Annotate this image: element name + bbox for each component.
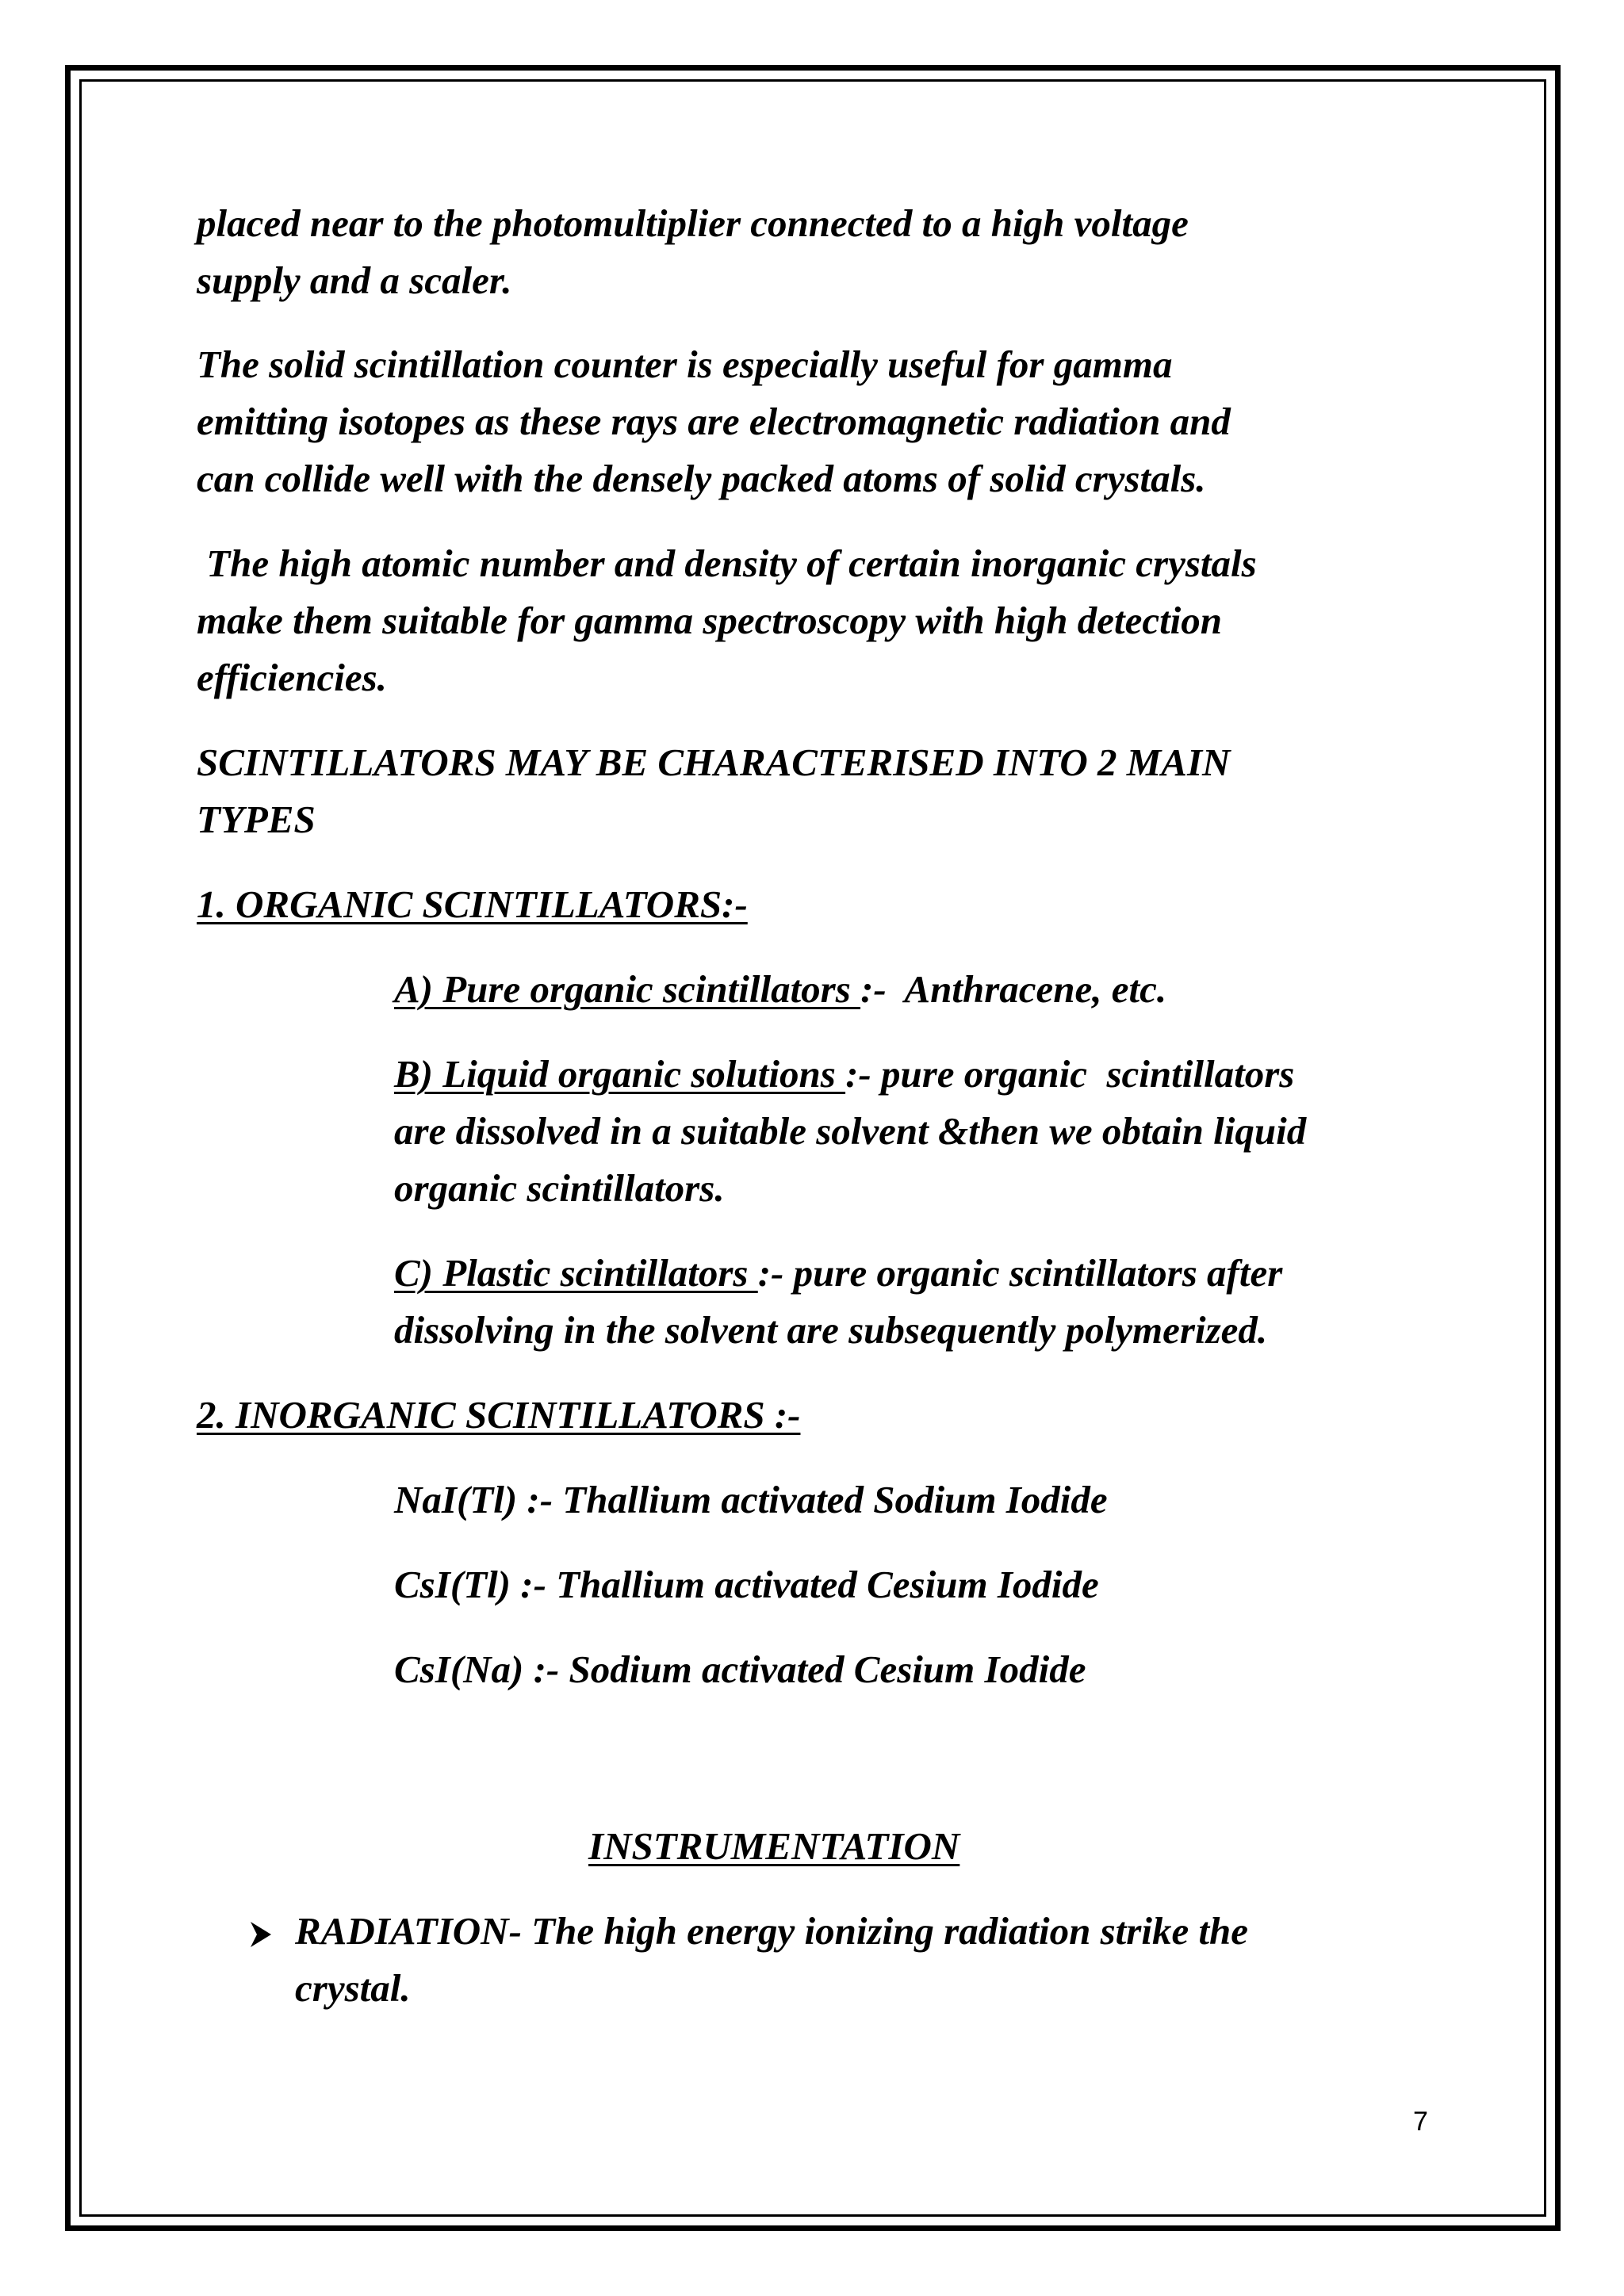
paragraph-line: The high atomic number and density of certain inorganic crystals	[197, 541, 1257, 585]
organic-item-c	[394, 1245, 1282, 1302]
paragraph-line: efficiencies.	[197, 656, 387, 699]
paragraph-line: placed near to the photomultiplier connected to a high voltage	[197, 201, 1189, 245]
paragraph-line: The solid scintillation counter is especially useful for gamma	[197, 342, 1173, 386]
organic-item-c-text: :- pure organic scintillators after	[757, 1251, 1283, 1295]
paragraph-line: supply and a scaler.	[197, 258, 512, 302]
organic-item-a	[394, 961, 1166, 1018]
organic-item-b	[394, 1046, 1294, 1103]
types-heading: TYPES	[197, 798, 316, 841]
organic-item-b-text: :- pure organic scintillators	[845, 1052, 1295, 1096]
organic-item-c-label: C) Plastic scintillators	[394, 1251, 758, 1295]
organic-item-b-label: B) Liquid organic solutions	[394, 1052, 846, 1096]
organic-heading: 1. ORGANIC SCINTILLATORS:-	[197, 882, 748, 926]
bullet-text: crystal.	[295, 1966, 411, 2010]
organic-item-b-text: organic scintillators.	[394, 1166, 725, 1210]
paragraph-line: make them suitable for gamma spectroscopy with high detection	[197, 599, 1223, 642]
organic-item-c-text: dissolving in the solvent are subsequently polymerized.	[394, 1308, 1268, 1352]
instrumentation-heading: INSTRUMENTATION	[588, 1824, 960, 1868]
types-heading: SCINTILLATORS MAY BE CHARACTERISED INTO 2 MAIN	[197, 740, 1231, 784]
inorganic-heading: 2. INORGANIC SCINTILLATORS :-	[197, 1393, 801, 1437]
inorganic-item: CsI(Na) :- Sodium activated Cesium Iodide	[394, 1647, 1086, 1691]
paragraph-line: emitting isotopes as these rays are electromagnetic radiation and	[197, 400, 1231, 443]
organic-item-a-label: A) Pure organic scintillators	[394, 967, 861, 1011]
inorganic-item: NaI(Tl) :- Thallium activated Sodium Iodide	[394, 1478, 1108, 1521]
organic-item-b-text: are dissolved in a suitable solvent &then we obtain liquid	[394, 1109, 1307, 1153]
bullet-text: RADIATION- The high energy ionizing radiation strike the	[295, 1909, 1249, 1953]
page-number: 7	[1413, 2107, 1428, 2137]
arrowhead-bullet-icon	[247, 1903, 274, 1960]
paragraph-line: can collide well with the densely packed atoms of solid crystals.	[197, 457, 1206, 500]
inorganic-item: CsI(Tl) :- Thallium activated Cesium Iodide	[394, 1563, 1099, 1606]
organic-item-a-text: :- Anthracene, etc.	[860, 967, 1167, 1011]
